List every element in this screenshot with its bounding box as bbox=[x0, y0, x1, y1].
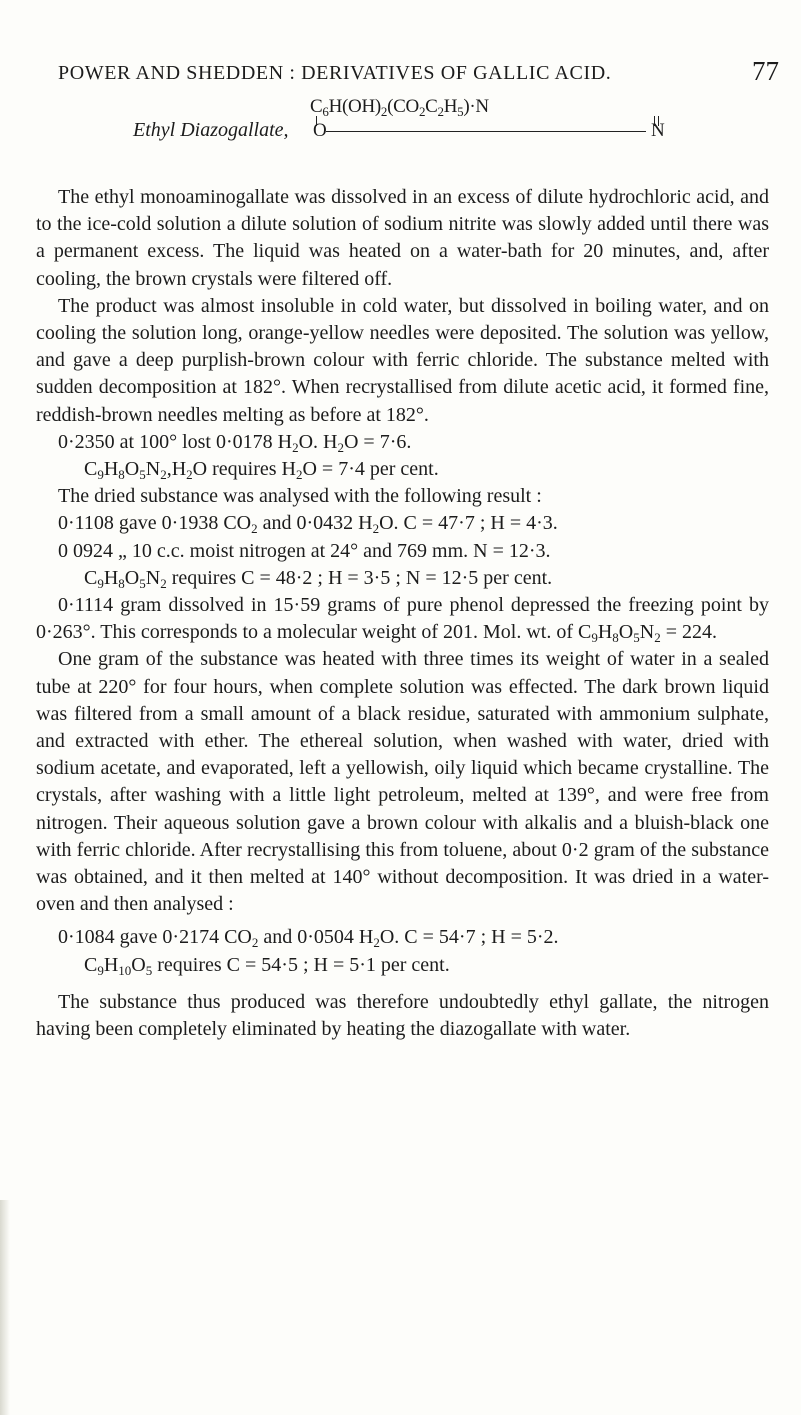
compound-name: Ethyl Diazogallate, bbox=[133, 119, 289, 141]
compound-heading bbox=[133, 92, 693, 162]
formula-oxygen: O bbox=[313, 120, 327, 141]
data-nitrogen: 0 0924 „ 10 c.c. moist nitrogen at 24° and 769 mm. N = 12·3. bbox=[58, 539, 551, 562]
data-gallate-requires: $C_9H_{10}O_5$ requires C = 54·5 ; H = 5·1 per cent. bbox=[84, 953, 450, 978]
paragraph-properties: The product was almost insoluble in cold water, but dissolved in boiling water, and on cooling the solution long, orange-yellow needles were deposited. The solution was yellow, and gave a deep purplish-brown colour with ferric chloride. The substance melted with sudden decomposition at 182°. When recrystallised from dilute acetic acid, it formed fine, reddish-brown needles melting as before at 182°. bbox=[36, 294, 769, 426]
paragraph-analysis-intro: The dried substance was analysed with the following result : bbox=[58, 485, 542, 508]
paragraph-conclusion: The substance thus produced was therefore undoubtedly ethyl gallate, the nitrogen having been completely eliminated by heating the diazogallate with water. bbox=[36, 990, 769, 1041]
formula-top-line: $C_6H(OH)_2(CO_2C_2H_5)\cdot N$ bbox=[310, 96, 489, 119]
structural-formula bbox=[310, 92, 665, 156]
data-water-loss: 0·2350 at 100° lost 0·0178 $H_2O$. $H_2O = 7\cdot 6$. bbox=[58, 430, 412, 455]
data-water-requires: $C_9H_8O_5N_2,H_2O$ requires $H_2O = 7\cdot 4$ per cent. bbox=[84, 458, 439, 483]
formula-nitrogen: N bbox=[651, 120, 665, 141]
data-gallate-combustion: 0·1084 gave 0·2174 $CO_2$ and 0·0504 $H_2O$. C = 54·7 ; H = 5·2. bbox=[58, 926, 559, 951]
page-edge-shadow bbox=[0, 1200, 10, 1415]
paragraph-hydrolysis: One gram of the substance was heated with three times its weight of water in a sealed tube at 220° for four hours, when complete solution was effected. The dark brown liquid was filtered from a small amount of a black residue, saturated with ammonium sulphate, and extracted with ether. The ethereal solution, when washed with water, dried with sodium acetate, and evaporated, left a yellowish, oily liquid which became crystalline. The crystals, after washing with a little light petroleum, melted at 139°, and were free from nitrogen. Their aqueous solution gave a brown colour with alkalis and a bluish-black one with ferric chloride. After recrystallising this from toluene, about 0·2 gram of the substance was obtained, and it then melted at 140° without decomposition. It was dried in a water-oven and then analysed : bbox=[36, 648, 769, 916]
formula-bond-left bbox=[316, 116, 317, 126]
body-text bbox=[36, 184, 769, 1043]
data-requires: $C_9H_8O_5N_2$ requires C = 48·2 ; H = 3·5 ; N = 12·5 per cent. bbox=[84, 566, 553, 591]
paragraph-molecular-weight: 0·1114 gram dissolved in 15·59 grams of pure phenol depressed the freezing point by 0·263°. This corresponds to a molecular weight of 201. Mol. wt. of $C_9H_8O_5N_2 = 224$. bbox=[36, 594, 769, 646]
page-number: 77 bbox=[752, 56, 779, 86]
paragraph-preparation: The ethyl monoaminogallate was dissolved in an excess of dilute hydrochloric acid, and to the ice-cold solution a dilute solution of sodium nitrite was slowly added until there was a permanent excess. The liquid was heated on a water-bath for 20 minutes, and, after cooling, the brown crystals were filtered off. bbox=[36, 186, 769, 290]
running-head bbox=[58, 56, 779, 86]
formula-bond-line bbox=[326, 131, 646, 132]
data-combustion: 0·1108 gave 0·1938 $CO_2$ and 0·0432 $H_2O$. C = 47·7 ; H = 4·3. bbox=[58, 512, 558, 537]
running-title: POWER AND SHEDDEN : DERIVATIVES OF GALLIC ACID. bbox=[58, 62, 612, 84]
